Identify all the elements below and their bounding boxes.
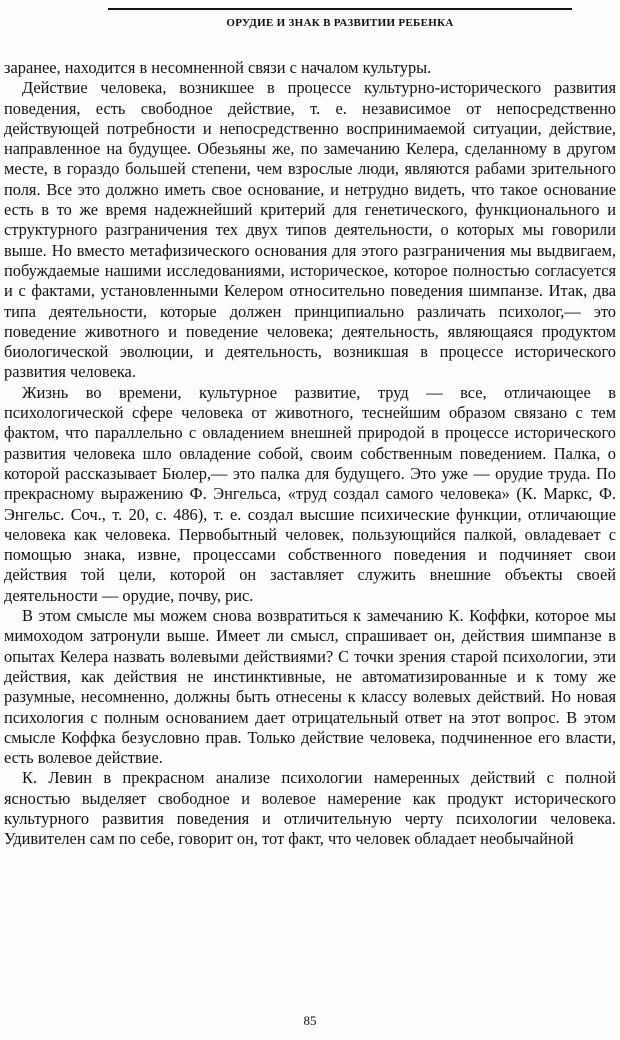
paragraph: В этом смысле мы можем снова возвратиться к замечанию К. Коффки, которое мы мимоходом затронули выше. Имеет ли смысл, спрашивает он, действия шимпанзе в опытах Келера назвать волевыми действиями? С точки зрения старой психологии, эти действия, как действия не инстинктивные, не автоматизированные и к тому же разумные, несомненно, должны быть отнесены к классу волевых действий. Но новая психология с полным основанием дает отрицательный ответ на этот вопрос. В этом смысле Коффка безусловно прав. Только действие человека, подчиненное его власти, есть волевое действие. [4,606,616,768]
header-rule [108,8,572,10]
paragraph-continuation: заранее, находится в несомненной связи с началом культуры. [4,58,432,77]
page-number: 85 [303,1013,317,1028]
body-text [4,58,616,850]
paragraph: Действие человека, возникшее в процессе культурно-исторического развития поведения, есть свободное действие, т. е. независимое от непосредственно действующей потребности и непосредственно воспринимаемой ситуации, действие, направленное на будущее. Обезьяны же, по замечанию Келера, сделанному в другом месте, в гораздо большей степени, чем взрослые люди, являются рабами зрительного поля. Все это должно иметь свое основание, и нетрудно видеть, что такое основание есть в то же время надежнейший критерий для генетического, функционального и структурного разграничения тех двух типов деятельности, о которых мы говорили выше. Но вместо метафизического основания для этого разграничения мы выдвигаем, побуждаемые нашими исследованиями, историческое, которое полностью согласуется и с фактами, установленными Келером относительно поведения шимпанзе. Итак, два типа деятельности, которые должен принципиально различать психолог,— это поведение животного и поведение человека; деятельность, являющаяся продуктом биологической эволюции, и деятельность, возникшая в процессе исторического развития человека. [4,78,616,382]
running-title: ОРУДИЕ И ЗНАК В РАЗВИТИИ РЕБЕНКА [226,17,454,29]
paragraph: Жизнь во времени, культурное развитие, труд — все, отличающее в психологической сфере человека от животного, теснейшим образом связано с тем фактом, что параллельно с овладением внешней природой в процессе исторического развития человека шло овладение собой, своим собственным поведением. Палка, о которой рассказывает Бюлер,— это палка для будущего. Это уже — орудие труда. По прекрасному выражению Ф. Энгельса, «труд создал самого человека» (К. Маркс, Ф. Энгельс. Соч., т. 20, с. 486), т. е. создал высшие психические функции, отличающие человека как человека. Первобытный человек, пользующийся палкой, овладевает с помощью знака, извне, процессами собственного поведения и подчиняет свои действия той цели, которой он заставляет служить внешние объекты своей деятельности — орудие, почву, рис. [4,382,616,605]
paragraph: К. Левин в прекрасном анализе психологии намеренных действий с полной ясностью выделяет свободное и волевое намерение как продукт исторического культурного развития поведения и отличительную черту психологии человека. Удивителен сам по себе, говорит он, тот факт, что человек обладает необычайной [4,768,616,849]
